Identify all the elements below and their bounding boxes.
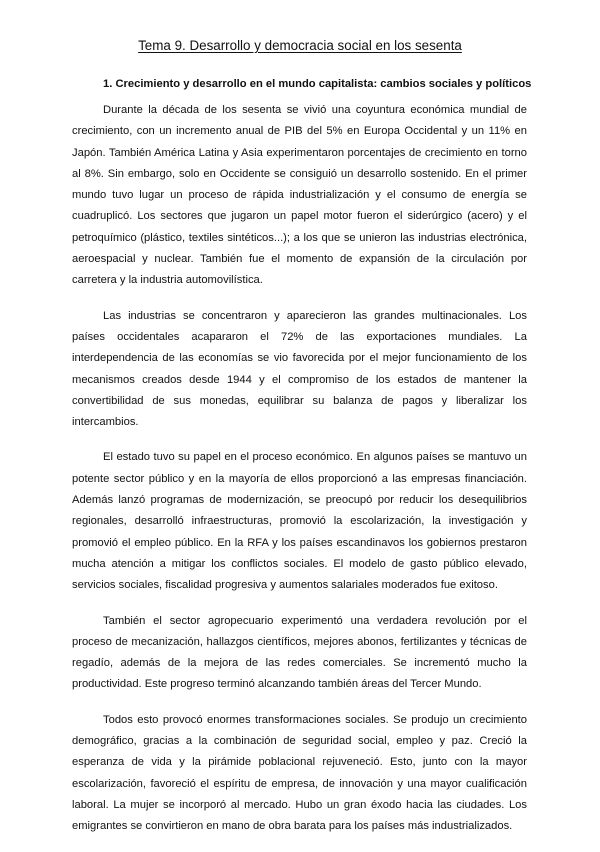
paragraph-social-changes: Todos esto provocó enormes transformaciones sociales. Se produjo un crecimiento demográfico, gracias a la combinación de seguridad social, empleo y paz. Creció la esperanza de vida y la pirámide poblacional rejuveneció. Esto, junto con la mayor escolarización, favoreció el espíritu de empresa, de innovación y una mayor cualificación laboral. La mujer se incorporó al mercado. Hubo un gran éxodo hacia las ciudades. Los emigrantes se convirtieron en mano de obra barata para los países más industrializados. <box>72 713 527 833</box>
section-heading: 1. Crecimiento y desarrollo en el mundo capitalista: cambios sociales y políticos <box>103 78 532 90</box>
document-body <box>72 100 527 852</box>
paragraph-multinationals: Las industrias se concentraron y aparecieron las grandes multinacionales. Los países occidentales acapararon el 72% de las exportaciones mundiales. La interdependencia de las economías se vio favorecida por el mejor funcionamiento de los mecanismos creados desde 1944 y el compromiso de los estados de mantener la convertibilidad de sus monedas, equilibrar su balanza de pagos y liberalizar los intercambios. <box>72 309 527 429</box>
paragraph-growth: Durante la década de los sesenta se vivió una coyuntura económica mundial de crecimiento, con un incremento anual de PIB del 5% en Europa Occidental y un 11% en Japón. También América Latina y Asia experimentaron porcentajes de crecimiento en torno al 8%. Sin embargo, solo en Occidente se consiguió un desarrollo sostenido. En el primer mundo tuvo lugar un proceso de rápida industrialización y el consumo de energía se cuadruplicó. Los sectores que jugaron un papel motor fueron el siderúrgico (acero) y el petroquímico (plástico, textiles sintéticos...); a los que se unieron las industrias electrónica, aeroespacial y nuclear. También fue el momento de expansión de la circulación por carretera y la industria automovilística. <box>72 104 527 287</box>
document-title: Tema 9. Desarrollo y democracia social en los sesenta <box>138 38 462 53</box>
paragraph-agriculture: También el sector agropecuario experimentó una verdadera revolución por el proceso de mecanización, hallazgos científicos, mejores abonos, fertilizantes y técnicas de regadío, además de la mejora de las redes comerciales. Se incrementó mucho la productividad. Este progreso terminó alcanzando también áreas del Tercer Mundo. <box>72 614 527 691</box>
paragraph-state-role: El estado tuvo su papel en el proceso económico. En algunos países se mantuvo un potente sector público y en la mayoría de ellos proporcionó a las empresas financiación. Además lanzó programas de modernización, se preocupó por reducir los desequilibrios regionales, desarrolló infraestructuras, promovió la escolarización, la investigación y promovió el empleo público. En la RFA y los países escandinavos los gobiernos prestaron mucha atención a mitigar los conflictos sociales. El modelo de gasto público elevado, servicios sociales, fiscalidad progresiva y aumentos salariales moderados fue exitoso. <box>72 451 527 592</box>
